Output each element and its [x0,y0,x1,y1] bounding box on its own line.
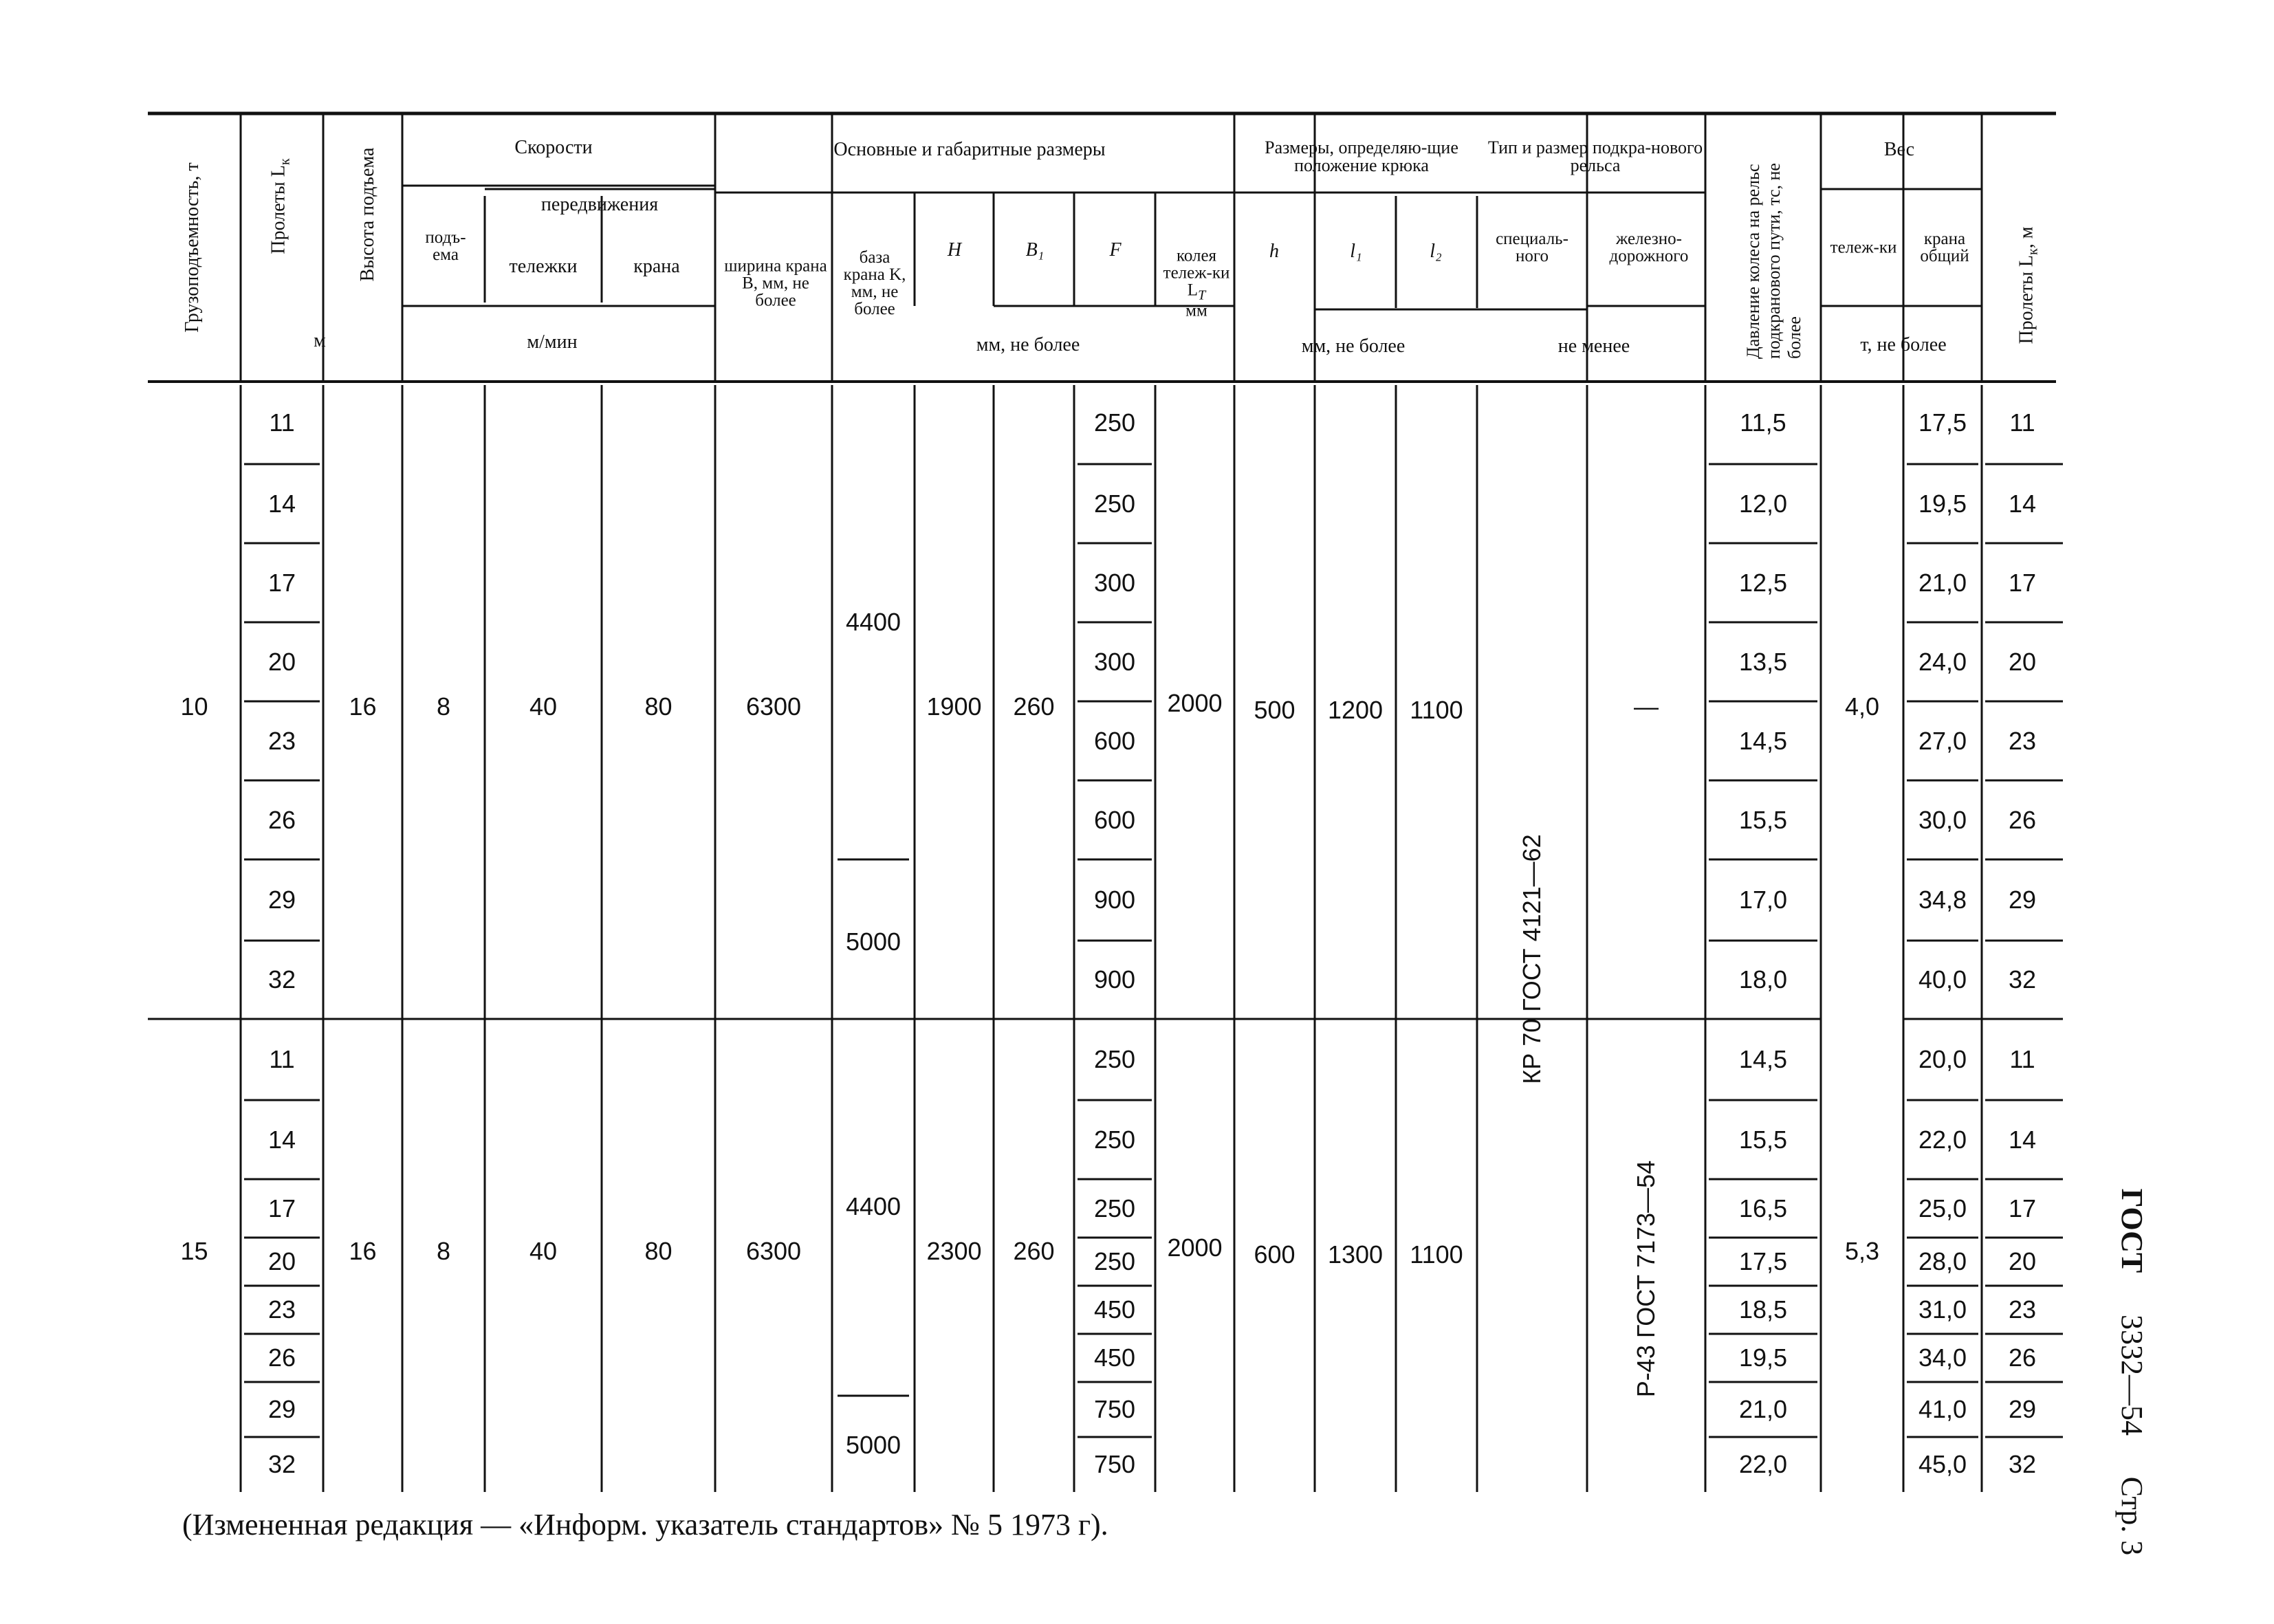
header-H: H [947,239,962,261]
crane-weight-value: 45,0 [1918,1450,1967,1478]
h-value: 600 [1254,1240,1295,1269]
F-value: 250 [1093,1194,1136,1222]
trolley-weight-value: 4,0 [1844,692,1880,721]
header-weight-crane: крана общий [1920,230,1969,265]
rail-railway-value: — [1634,692,1659,721]
F-value: 250 [1093,1125,1136,1154]
span-value: 23 [267,726,296,755]
header-rail-special: специаль-ного [1496,230,1568,265]
header-rail: Тип и размер подкра-нового рельса [1487,138,1703,175]
crane-weight-value: 24,0 [1918,647,1967,676]
pressure-value: 16,5 [1738,1194,1788,1222]
header-h: h [1269,241,1279,262]
span-value: 23 [267,1295,296,1324]
span-value: 20 [267,1247,296,1275]
trolley-weight-value: 5,3 [1844,1237,1880,1265]
crane-weight-value: 30,0 [1918,805,1967,834]
header-pressure: Давление колеса на рельс подкранового пути, тс, не более [1743,163,1804,359]
span-value: 32 [267,965,296,994]
pressure-value: 12,0 [1738,489,1788,518]
crane-weight-value: 21,0 [1918,568,1967,597]
crane-weight-value: 22,0 [1918,1125,1967,1154]
span-right-value: 17 [2008,1194,2037,1222]
F-value: 750 [1093,1450,1136,1478]
header-l1: l₁ [1350,241,1362,262]
B1-value: 260 [1013,1237,1055,1265]
header-hook: Размеры, определяю-щие положение крюка [1265,138,1458,175]
span-right-value: 14 [2008,489,2037,518]
span-value: 17 [267,1194,296,1222]
crane-weight-value: 31,0 [1918,1295,1967,1324]
span-value: 26 [267,1343,296,1372]
header-lift-height: Высота подъема [357,147,378,282]
crane-weight-value: 34,0 [1918,1343,1967,1372]
header-span: Пролеты $L_к$ [267,158,293,254]
F-value: 600 [1093,805,1136,834]
header-crane-speed: крана [633,256,680,277]
lift-speed-value: 8 [436,692,451,721]
H-value: 1900 [926,692,982,721]
header-rail-railway: железно-дорожного [1609,230,1689,265]
crane-width-value: 6300 [745,1237,802,1265]
footnote: (Измененная редакция — «Информ. указатель стандартов» № 5 1973 г). [182,1508,1108,1541]
crane-weight-value: 27,0 [1918,726,1967,755]
span-value: 17 [267,568,296,597]
header-trolley-speed: тележки [509,256,578,277]
pressure-value: 17,0 [1738,886,1788,914]
lift-height-value: 16 [349,1237,377,1265]
header-width: ширина крана B, мм, не более [724,256,827,310]
header-weight: Вес [1883,139,1915,160]
span-right-value: 11 [2009,1045,2035,1073]
F-value: 250 [1093,1045,1136,1073]
l1-value: 1300 [1327,1240,1384,1269]
load-value: 10 [180,692,208,721]
span-value: 20 [267,647,296,676]
span-right-value: 17 [2008,568,2037,597]
span-right-value: 20 [2008,647,2037,676]
trolley-speed-value: 40 [529,692,558,721]
span-value: 26 [267,805,296,834]
crane-weight-value: 19,5 [1918,489,1967,518]
crane-weight-value: 25,0 [1918,1194,1967,1222]
crane-weight-value: 28,0 [1918,1247,1967,1275]
span-right-value: 20 [2008,1247,2037,1275]
pressure-value: 18,5 [1738,1295,1788,1324]
span-right-value: 29 [2008,1395,2037,1423]
header-dims: Основные и габаритные размеры [833,139,1106,160]
base-value: 5000 [845,1431,901,1459]
pressure-value: 15,5 [1738,805,1788,834]
span-right-value: 26 [2008,805,2037,834]
header-B1: B₁ [1025,239,1045,261]
header-speeds: Скорости [514,137,593,158]
header-unit-speed: м/мин [527,331,578,353]
lift-speed-value: 8 [436,1237,451,1265]
header-lift-speed: подъ-ема [425,228,466,264]
header-travel: передвижения [540,194,659,215]
B1-value: 260 [1013,692,1055,721]
F-value: 900 [1093,886,1136,914]
F-value: 250 [1093,408,1136,437]
header-l2: l₂ [1430,241,1442,262]
track-value: 2000 [1167,1233,1223,1262]
F-value: 450 [1093,1343,1136,1372]
span-right-value: 11 [2009,408,2035,437]
crane-speed-value: 80 [644,692,673,721]
pressure-value: 13,5 [1738,647,1788,676]
span-value: 14 [267,489,296,518]
pressure-value: 18,0 [1738,965,1788,994]
F-value: 450 [1093,1295,1136,1324]
pressure-value: 15,5 [1738,1125,1788,1154]
pressure-value: 21,0 [1738,1395,1788,1423]
crane-weight-value: 20,0 [1918,1045,1967,1073]
header-F: F [1109,239,1122,261]
rail-special-value: КР 70 ГОСТ 4121—62 [1518,834,1546,1084]
trolley-speed-value: 40 [529,1237,558,1265]
span-value: 29 [267,1395,296,1423]
l2-value: 1100 [1410,1240,1463,1269]
pressure-value: 22,0 [1738,1450,1788,1478]
load-value: 15 [180,1237,208,1265]
span-right-value: 23 [2008,1295,2037,1324]
header-base: база крана K, мм, не более [843,248,906,318]
span-value: 29 [267,886,296,914]
span-value: 32 [267,1450,296,1478]
crane-weight-value: 41,0 [1918,1395,1967,1423]
span-right-value: 32 [2008,965,2037,994]
crane-weight-value: 34,8 [1918,886,1967,914]
span-right-value: 32 [2008,1450,2037,1478]
pressure-value: 19,5 [1738,1343,1788,1372]
l1-value: 1200 [1327,696,1384,724]
header-unit-mm-2: мм, не более [1301,336,1406,357]
sidebar-gost: ГОСТ [2115,1188,2149,1273]
header-unit-t: т, не более [1860,334,1947,355]
pressure-value: 11,5 [1740,408,1786,437]
pressure-value: 12,5 [1738,568,1788,597]
pressure-value: 17,5 [1738,1247,1788,1275]
F-value: 250 [1093,1247,1136,1275]
base-value: 4400 [845,1192,901,1220]
pressure-value: 14,5 [1738,1045,1788,1073]
base-value: 4400 [845,608,901,636]
header-load: Грузоподъемность, т [182,162,203,333]
header-track: колея тележ-ки $L_T$ мм [1163,246,1230,320]
header-weight-trolley: тележ-ки [1830,238,1897,257]
h-value: 500 [1254,696,1295,724]
header-unit-min: не менее [1557,336,1630,357]
F-value: 300 [1093,647,1136,676]
H-value: 2300 [926,1237,982,1265]
F-value: 900 [1093,965,1136,994]
F-value: 600 [1093,726,1136,755]
sidebar-page: Стр. 3 [2115,1476,2149,1556]
rail-railway-value: Р-43 ГОСТ 7173—54 [1632,1160,1660,1398]
span-right-value: 23 [2008,726,2037,755]
F-value: 250 [1093,489,1136,518]
span-right-value: 26 [2008,1343,2037,1372]
span-right-value: 14 [2008,1125,2037,1154]
span-value: 11 [269,408,295,437]
pressure-value: 14,5 [1738,726,1788,755]
crane-weight-value: 40,0 [1918,965,1967,994]
F-value: 300 [1093,568,1136,597]
sidebar-number: 3332—54 [2115,1315,2149,1436]
span-value: 14 [267,1125,296,1154]
header-span-right: Пролеты $L_к$, м [2015,226,2041,344]
F-value: 750 [1093,1395,1136,1423]
crane-width-value: 6300 [745,692,802,721]
header-unit-m: м [314,330,326,351]
base-value: 5000 [845,928,901,956]
track-value: 2000 [1167,689,1223,717]
l2-value: 1100 [1410,696,1463,724]
span-right-value: 29 [2008,886,2037,914]
span-value: 11 [269,1045,295,1073]
header-unit-mm-1: мм, не более [976,334,1080,355]
crane-speed-value: 80 [644,1237,673,1265]
lift-height-value: 16 [349,692,377,721]
crane-weight-value: 17,5 [1918,408,1967,437]
